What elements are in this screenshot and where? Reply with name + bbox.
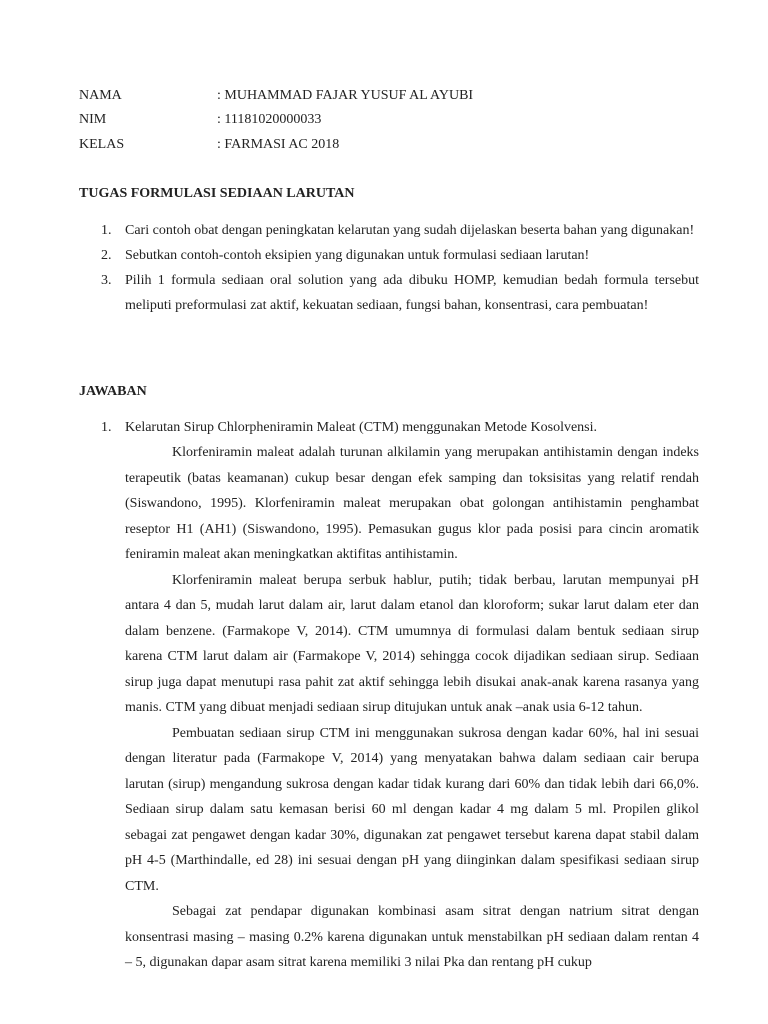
task-item-text: Pilih 1 formula sediaan oral solution yang ada dibuku HOMP, kemudian bedah formula tersebut meliputi preformulasi zat aktif, kekuatan sediaan, fungsi bahan, konsentrasi, cara pembuatan! [125,273,699,313]
task-item-number: 1. [101,223,112,238]
answer-paragraph: Sebagai zat pendapar digunakan kombinasi asam sitrat dengan natrium sitrat dengan konsentrasi masing – masing 0.2% karena digunakan untuk menstabilkan pH sediaan dalam rentan 4 – 5, digunakan dapar asam sitrat karena memiliki 3 nilai Pka dan rentang pH cukup [125,904,699,970]
answer-paragraph: Pembuatan sediaan sirup CTM ini menggunakan sukrosa dengan kadar 60%, hal ini sesuai dengan literatur pada (Farmakope V, 2014) yang menyatakan bahwa dalam sediaan cair berupa larutan (sirup) mengandung sukrosa dengan kadar tidak kurang dari 60% dan tidak lebih dari 66,0%. Sediaan sirup dalam satu kemasan berisi 60 ml dengan kadar 4 mg dalam 5 ml. Propilen glikol sebagai zat pengawet dengan kadar 30%, digunakan zat pengawet tersebut karena dapat stabil dalam pH 4-5 (Marthindalle, ed 28) ini sesuai dengan pH yang diinginkan dalam spesifikasi sediaan sirup CTM. [125,725,699,894]
answer-paragraph: Klorfeniramin maleat adalah turunan alkilamin yang merupakan antihistamin dengan indeks terapeutik (batas keamanan) cukup besar dengan efek samping dan toksisitas yang relatif rendah (Siswandono, 1995). Klorfeniramin maleat merupakan obat golongan antihistamin penghambat reseptor H1 (AH1) (Siswandono, 1995). Pemasukan gugus klor pada posisi para cincin aromatik feniramin maleat akan meningkatkan aktifitas antihistamin. [125,445,699,562]
identity-row-kelas [79,135,339,155]
task-item-number: 3. [101,273,112,288]
answer-paragraph: Klorfeniramin maleat berupa serbuk hablur, putih; tidak berbau, larutan mempunyai pH antara 4 dan 5, mudah larut dalam air, larut dalam etanol dan kloroform; sukar larut dalam eter dan dalam benzene. (Farmakope V, 2014). CTM umumnya di formulasi dalam bentuk sediaan sirup karena CTM larut dalam air (Farmakope V, 2014) sehingga cocok dijadikan sediaan sirup. Sediaan sirup juga dapat menutupi rasa pahit zat aktif sehingga lebih disukai anak-anak karena rasanya yang manis. CTM yang dibuat menjadi sediaan sirup ditujukan untuk anak –anak usia 6-12 tahun. [125,572,699,715]
identity-label: NIM [79,112,107,127]
task-item [79,218,699,243]
task-item-text: Cari contoh obat dengan peningkatan kelarutan yang sudah dijelaskan beserta bahan yang digunakan! [125,223,695,238]
identity-value: : MUHAMMAD FAJAR YUSUF AL AYUBI [217,88,474,103]
identity-label: NAMA [79,88,122,103]
answer-intro: Kelarutan Sirup Chlorpheniramin Maleat (CTM) menggunakan Metode Kosolvensi. [125,420,598,435]
identity-row-name [79,86,473,106]
answer-item [79,415,699,976]
answer-item-number: 1. [101,420,112,435]
identity-value: : 11181020000033 [217,112,322,127]
answer-heading: JAWABAN [79,384,147,399]
identity-row-nim [79,110,321,130]
task-item [79,268,699,318]
identity-label: KELAS [79,137,125,152]
task-item-number: 2. [101,248,112,263]
task-item [79,243,699,268]
task-item-text: Sebutkan contoh-contoh eksipien yang digunakan untuk formulasi sediaan larutan! [125,248,590,263]
answer-list [79,415,699,976]
identity-value: : FARMASI AC 2018 [217,137,340,152]
task-heading: TUGAS FORMULASI SEDIAAN LARUTAN [79,186,355,201]
task-list [79,218,699,318]
